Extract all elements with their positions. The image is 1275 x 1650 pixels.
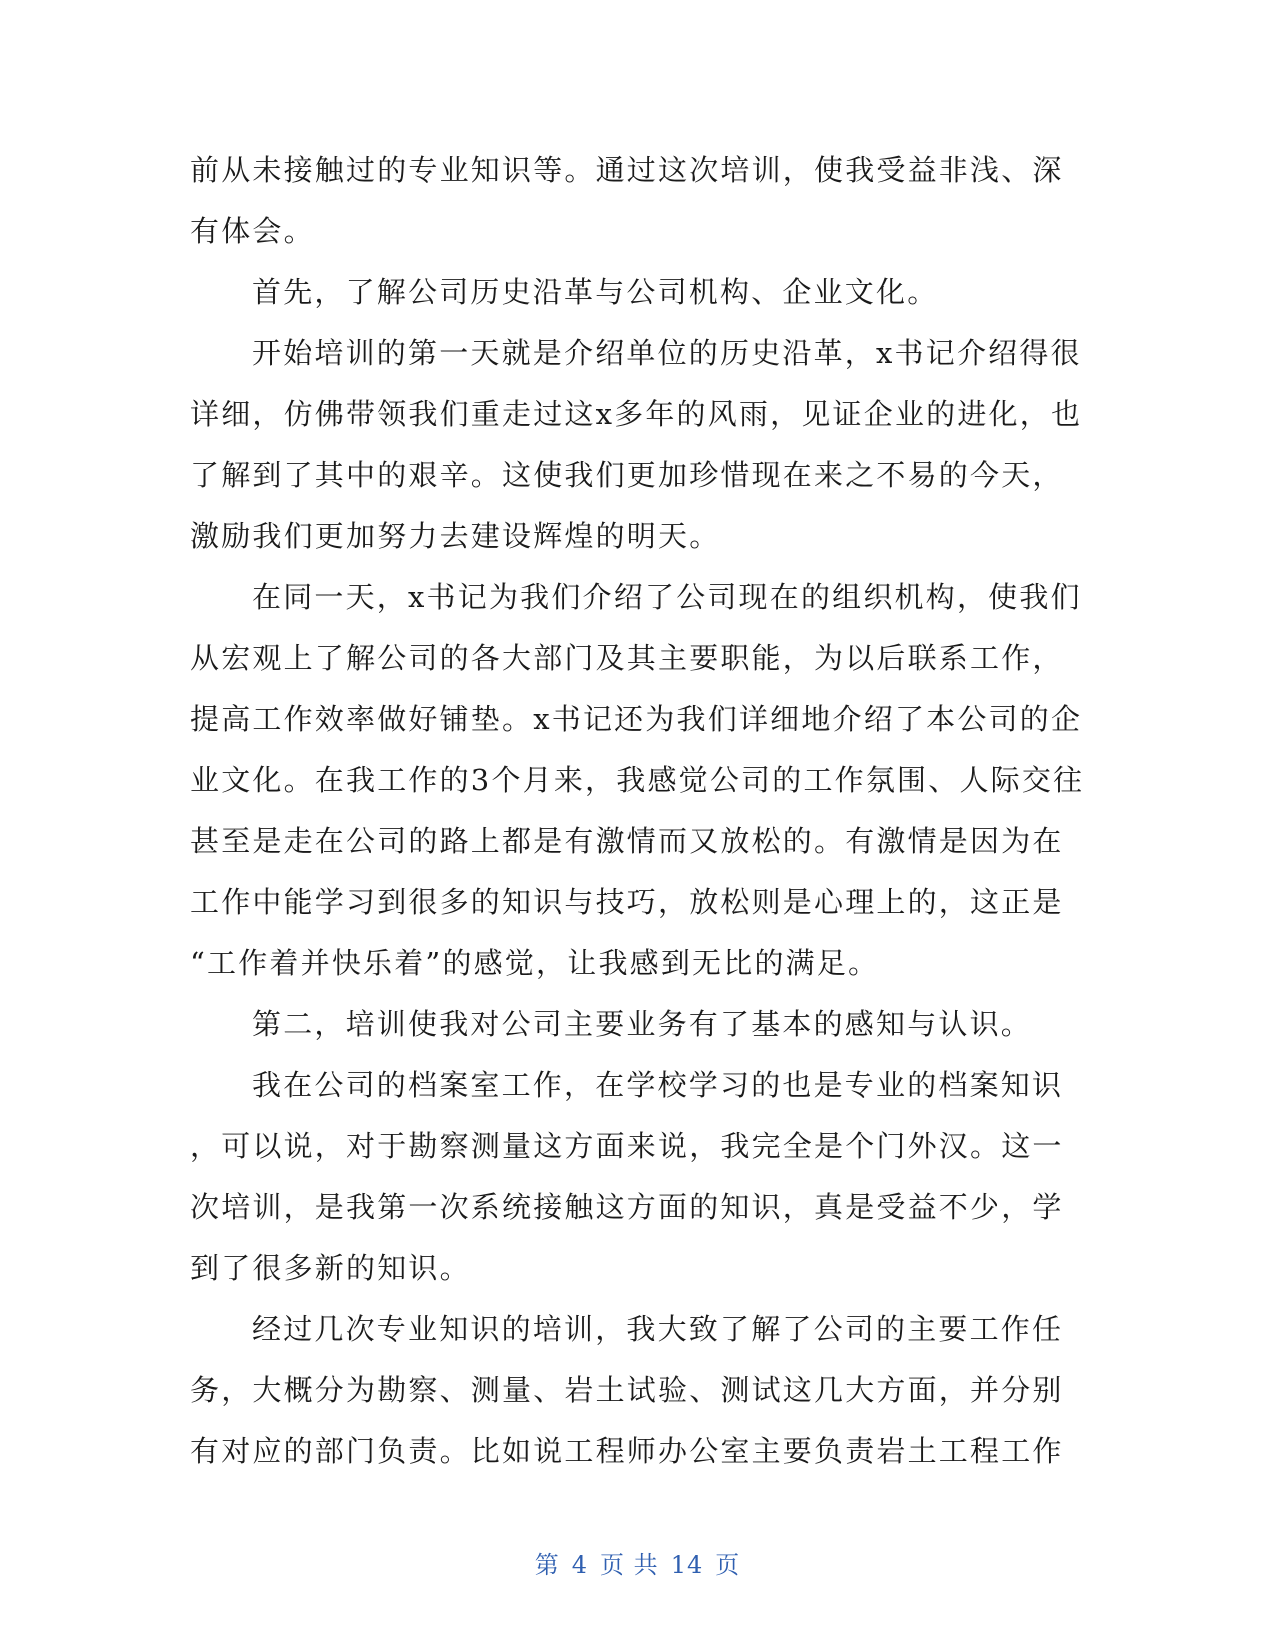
text-line: 首先，了解公司历史沿革与公司机构、企业文化。 [252,275,939,309]
text-line: 详细，仿佛带领我们重走过这x多年的风雨，见证企业的进化，也 [190,397,1083,431]
text-line: 了解到了其中的艰辛。这使我们更加珍惜现在来之不易的今天， [190,458,1064,492]
page-number: 4 [571,1551,589,1579]
text-line: 从宏观上了解公司的各大部门及其主要职能，为以后联系工作， [190,641,1064,675]
text-line: 甚至是走在公司的路上都是有激情而又放松的。有激情是因为在 [190,824,1064,858]
text-line: 有对应的部门负责。比如说工程师办公室主要负责岩土工程工作 [190,1434,1064,1468]
text-line: 工作中能学习到很多的知识与技巧，放松则是心理上的，这正是 [190,885,1064,919]
text-line: 到了很多新的知识。 [190,1251,471,1285]
text-line: 有体会。 [190,214,315,248]
text-line: 在同一天，x书记为我们介绍了公司现在的组织机构，使我们 [252,580,1082,614]
text-line: 我在公司的档案室工作，在学校学习的也是专业的档案知识 [252,1068,1064,1102]
text-line: ，可以说，对于勘察测量这方面来说，我完全是个门外汉。这一 [190,1129,1064,1163]
body-text [190,140,1085,1482]
text-line: 激励我们更加努力去建设辉煌的明天。 [190,519,721,553]
text-line: 第二，培训使我对公司主要业务有了基本的感知与认识。 [252,1007,1033,1041]
page-footer [0,1545,1275,1580]
footer-middle: 页 共 [600,1551,659,1579]
footer-suffix: 页 [715,1551,741,1579]
text-line: 次培训，是我第一次系统接触这方面的知识，真是受益不少，学 [190,1190,1064,1224]
total-pages: 14 [670,1551,704,1579]
text-line: “工作着并快乐着”的感觉，让我感到无比的满足。 [190,946,880,980]
text-line: 经过几次专业知识的培训，我大致了解了公司的主要工作任 [252,1312,1064,1346]
text-line: 务，大概分为勘察、测量、岩土试验、测试这几大方面，并分别 [190,1373,1064,1407]
text-line: 前从未接触过的专业知识等。通过这次培训，使我受益非浅、深 [190,153,1064,187]
text-line: 业文化。在我工作的3个月来，我感觉公司的工作氛围、人际交往 [190,763,1085,797]
text-line: 提高工作效率做好铺垫。x书记还为我们详细地介绍了本公司的企 [190,702,1083,736]
footer-prefix: 第 [534,1551,560,1579]
text-line: 开始培训的第一天就是介绍单位的历史沿革，x书记介绍得很 [252,336,1082,370]
